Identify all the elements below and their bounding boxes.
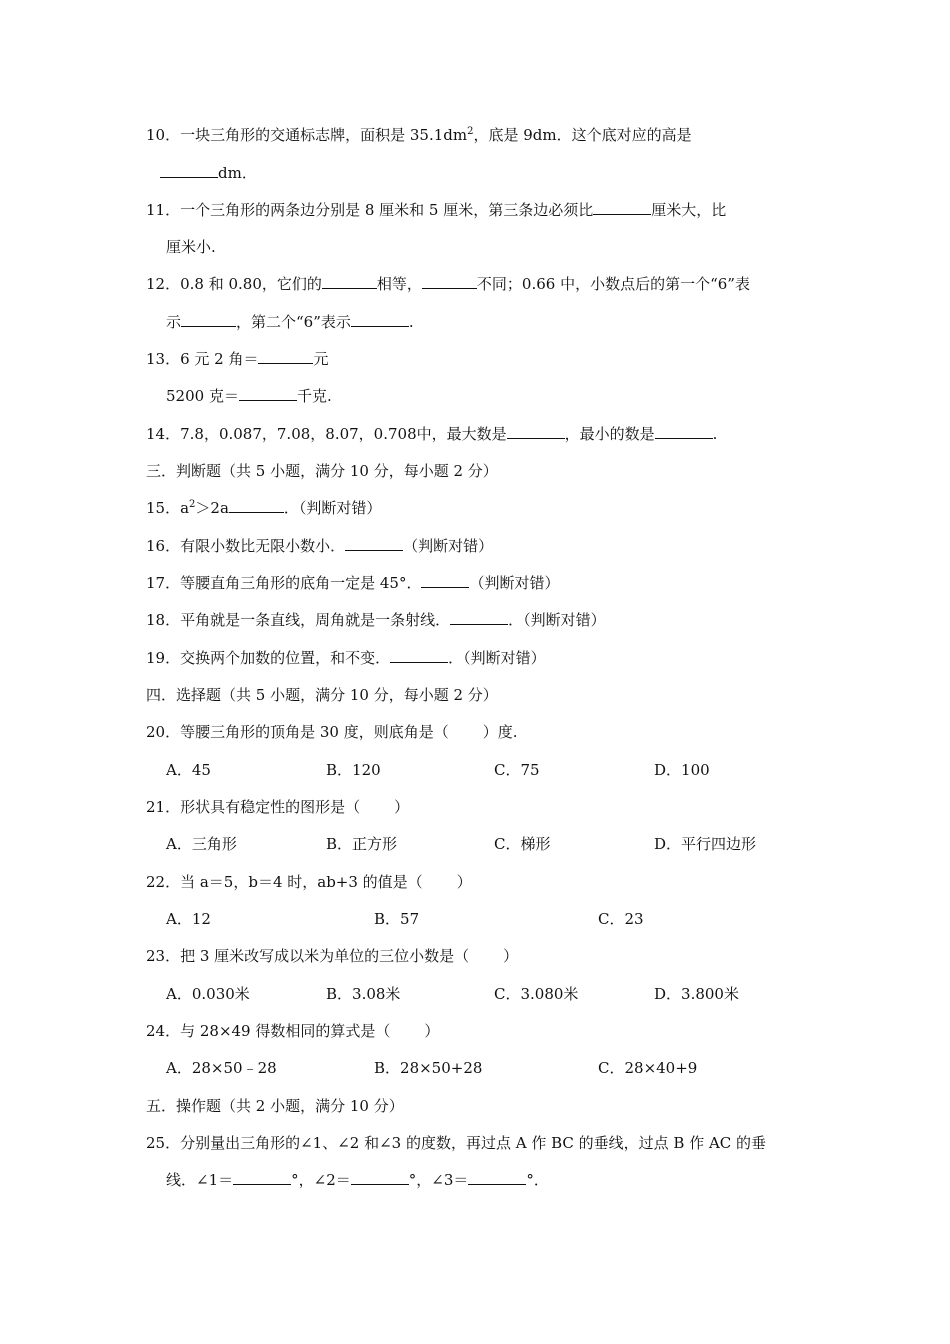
question-17: 17．等腰直角三角形的底角一定是 45°． （判断对错） (146, 574, 560, 592)
question-24-options (166, 1058, 806, 1078)
question-19: 19．交换两个加数的位置，和不变． ．（判断对错） (146, 649, 546, 667)
question-22: 22．当 a＝5，b＝4 时，ab+3 的值是（ ） (146, 873, 472, 891)
option-b[interactable]: B．28×50+28 (374, 1059, 483, 1077)
option-c[interactable]: C．28×40+9 (598, 1059, 698, 1077)
question-10: 10．一块三角形的交通标志牌，面积是 $35.1dm^2$，底是 9dm．这个底对应的高是 (146, 126, 692, 144)
section-heading-operation: 五．操作题（共 2 小题，满分 10 分） (146, 1097, 404, 1115)
answer-blank[interactable] (421, 573, 469, 588)
answer-blank[interactable] (507, 424, 565, 439)
option-a[interactable]: A．0.030米 (166, 985, 250, 1003)
answer-blank-angle-2[interactable] (351, 1170, 409, 1185)
question-14: 14．7.8，0.087，7.08，8.07，0.708中，最大数是 ，最小的数是 . (146, 425, 718, 443)
option-a[interactable]: A．12 (166, 910, 211, 928)
answer-blank[interactable] (655, 424, 713, 439)
answer-blank[interactable] (351, 312, 409, 327)
option-d[interactable]: D．平行四边形 (654, 835, 757, 853)
question-10-line2: dm． (160, 163, 257, 183)
question-24: 24．与 28×49 得数相同的算式是（ ） (146, 1022, 440, 1040)
question-21: 21．形状具有稳定性的图形是（ ） (146, 798, 410, 816)
answer-blank[interactable] (345, 536, 403, 551)
question-21-options (166, 834, 806, 854)
option-b[interactable]: B．正方形 (326, 835, 398, 853)
question-12: 12．0.8 和 0.80，它们的 相等， 不同；0.66 中，小数点后的第一个“6”表 (146, 275, 750, 293)
answer-blank[interactable] (450, 610, 508, 625)
question-22-options (166, 909, 806, 929)
section-heading-choice: 四．选择题（共 5 小题，满分 10 分，每小题 2 分） (146, 686, 498, 704)
question-25-line2: 线．∠1＝ °，∠2＝ °，∠3＝ °． (166, 1171, 549, 1189)
answer-blank[interactable] (229, 498, 284, 513)
answer-blank-angle-1[interactable] (233, 1170, 291, 1185)
answer-blank[interactable] (181, 312, 236, 327)
question-20-options (166, 760, 806, 780)
option-b[interactable]: B．3.08米 (326, 985, 401, 1003)
answer-blank[interactable] (239, 386, 297, 401)
option-d[interactable]: D．100 (654, 761, 710, 779)
answer-blank[interactable] (322, 274, 377, 289)
answer-blank[interactable] (258, 349, 313, 364)
question-15: 15．$a^2>2a$ ．（判断对错） (146, 499, 382, 517)
answer-blank[interactable] (160, 163, 218, 178)
question-23: 23．把 3 厘米改写成以米为单位的三位小数是（ ） (146, 947, 519, 965)
question-25: 25．分别量出三角形的∠1、∠2 和∠3 的度数，再过点 A 作 BC 的垂线，过点 B 作 AC 的垂 (146, 1134, 767, 1152)
question-23-options (166, 984, 806, 1004)
option-d[interactable]: D．3.800米 (654, 985, 739, 1003)
question-13: 13．6 元 2 角＝ 元 (146, 350, 329, 368)
option-a[interactable]: A．28×50﹣28 (166, 1059, 277, 1077)
question-18: 18．平角就是一条直线，周角就是一条射线． ．（判断对错） (146, 611, 606, 629)
answer-blank[interactable] (422, 274, 477, 289)
answer-blank[interactable] (593, 200, 651, 215)
option-c[interactable]: C．3.080米 (494, 985, 579, 1003)
option-a[interactable]: A．三角形 (166, 835, 237, 853)
question-12-line2: 示 ，第二个“6”表示 . (166, 313, 414, 331)
answer-blank[interactable] (390, 648, 448, 663)
question-13-line2: 5200 克＝ 千克. (166, 387, 332, 405)
question-16: 16．有限小数比无限小数小． （判断对错） (146, 537, 494, 555)
option-b[interactable]: B．57 (374, 910, 420, 928)
question-20: 20．等腰三角形的顶角是 30 度，则底角是（ ）度. (146, 723, 518, 741)
option-c[interactable]: C．23 (598, 910, 644, 928)
option-c[interactable]: C．梯形 (494, 835, 551, 853)
section-heading-judgement: 三．判断题（共 5 小题，满分 10 分，每小题 2 分） (146, 462, 498, 480)
question-11: 11．一个三角形的两条边分别是 8 厘米和 5 厘米，第三条边必须比 厘米大，比 (146, 201, 727, 219)
option-c[interactable]: C．75 (494, 761, 540, 779)
question-11-line2: 厘米小. (166, 238, 216, 256)
answer-blank-angle-3[interactable] (468, 1170, 526, 1185)
option-b[interactable]: B．120 (326, 761, 381, 779)
option-a[interactable]: A．45 (166, 761, 211, 779)
